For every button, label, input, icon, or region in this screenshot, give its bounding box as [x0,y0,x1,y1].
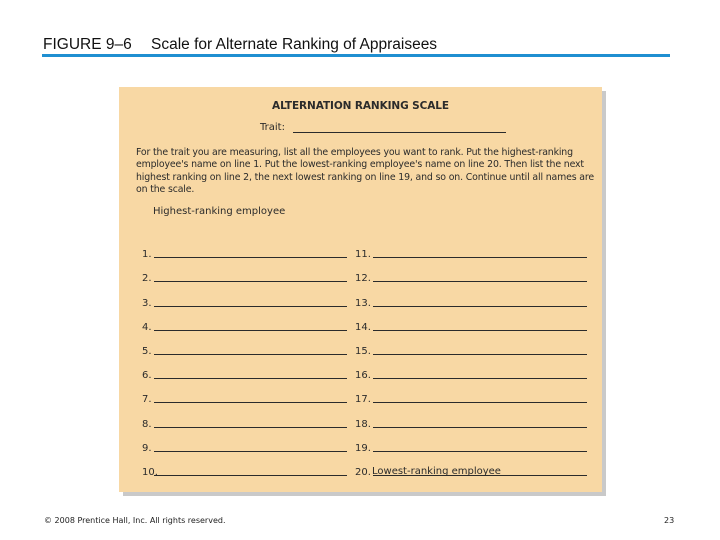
rank-number: 2. [142,273,152,285]
rank-blank-line [373,402,587,403]
rank-blank-line [154,402,347,403]
rank-blank-line [373,306,587,307]
rank-number: 15. [355,345,371,357]
rank-number: 5. [142,345,152,357]
rank-blank-line [154,451,347,452]
rank-number: 10. [142,466,158,478]
rank-blank-line [154,306,347,307]
rank-row [142,333,347,357]
trait-label: Trait: [260,122,285,133]
rank-number: 18. [355,418,371,430]
rank-row [355,260,587,284]
form-instructions: For the trait you are measuring, list all the employees you want to rank. Put the highest-ranking employee's name on line 1. Put the lowest-ranking employee's name on line 20. Then list the next highest ranking on line 2, the next lowest ranking on line 19, and so on. Continue until all names are on the scale. [136,147,594,196]
slide-header [43,36,670,54]
lowest-ranking-label: Lowest-ranking employee [372,466,501,477]
rank-blank-line [373,330,587,331]
rank-blank-line [373,281,587,282]
figure-title: Scale for Alternate Ranking of Appraisees [151,36,438,53]
rank-blank-line [154,281,347,282]
rank-row [355,284,587,308]
ranking-scale-form [119,87,602,492]
rank-blank-line [373,451,587,452]
rank-row [355,381,587,405]
rank-number: 19. [355,442,371,454]
rank-number: 16. [355,370,371,382]
rank-row [355,405,587,429]
rank-number: 12. [355,273,371,285]
footer-copyright: © 2008 Prentice Hall, Inc. All rights reserved. [44,516,226,525]
rank-blank-line [373,257,587,258]
rank-row [142,405,347,429]
rank-blank-line [154,354,347,355]
rank-blank-line [373,378,587,379]
rank-blank-line [154,427,347,428]
rank-row [142,309,347,333]
rank-number: 6. [142,370,152,382]
rank-blank-line [373,427,587,428]
rank-blank-line [154,257,347,258]
rank-list-right [355,236,587,478]
rank-row [355,333,587,357]
rank-number: 14. [355,321,371,333]
rank-number: 20. [355,466,371,478]
rank-number: 3. [142,297,152,309]
rank-number: 13. [355,297,371,309]
rank-number: 9. [142,442,152,454]
rank-blank-line [154,378,347,379]
rank-row [142,284,347,308]
rank-number: 1. [142,249,152,261]
rank-row [355,236,587,260]
rank-number: 17. [355,394,371,406]
rank-row [355,309,587,333]
rank-number: 11. [355,249,371,261]
rank-row [142,381,347,405]
trait-blank-line [293,123,506,133]
rank-number: 4. [142,321,152,333]
rank-blank-line [154,330,347,331]
rank-number: 8. [142,418,152,430]
rank-row [142,454,347,478]
rank-row [355,430,587,454]
figure-number: FIGURE 9–6 [43,36,132,53]
page-number: 23 [664,516,675,525]
header-divider [42,54,670,57]
rank-row [142,430,347,454]
trait-row [260,122,506,133]
rank-row [355,357,587,381]
rank-blank-line [154,475,347,476]
rank-row [142,357,347,381]
rank-blank-line [373,354,587,355]
rank-row [142,236,347,260]
rank-list-left [142,236,347,478]
rank-number: 7. [142,394,152,406]
form-title: ALTERNATION RANKING SCALE [272,100,449,112]
rank-row [142,260,347,284]
highest-ranking-label: Highest-ranking employee [153,206,286,217]
